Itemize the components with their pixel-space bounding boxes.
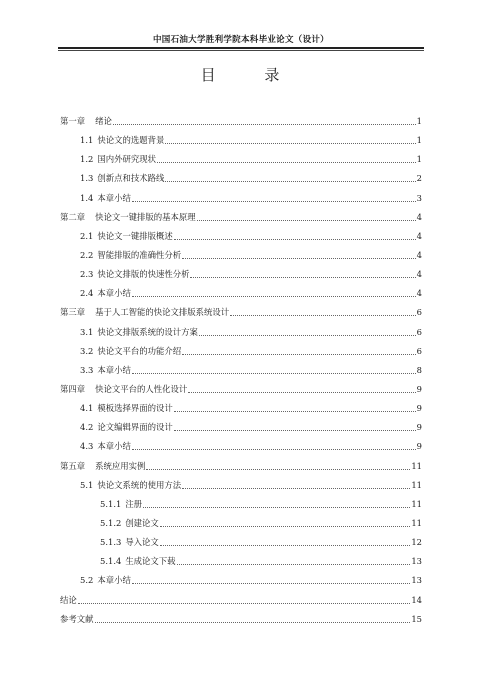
dot-leader: [143, 507, 410, 508]
toc-entry-page: 9: [416, 422, 422, 433]
toc-entry-number: 5.1.3: [100, 537, 122, 548]
dot-leader: [132, 373, 416, 374]
toc-entry-label: 智能排版的准确性分析: [97, 249, 182, 260]
toc-entry-label: 本章小结: [97, 575, 131, 586]
dot-leader: [190, 277, 415, 278]
table-of-contents: [60, 112, 422, 629]
toc-entry-page: 6: [416, 345, 422, 356]
toc-entry[interactable]: [60, 227, 422, 246]
toc-entry-number: 4.1: [80, 403, 94, 414]
toc-entry-number: 5.1.2: [100, 517, 122, 528]
toc-entry[interactable]: [60, 380, 422, 399]
toc-entry-page: 11: [411, 517, 422, 528]
toc-entry-page: 1: [416, 135, 422, 146]
toc-entry-page: 12: [411, 537, 422, 548]
toc-entry-label: 参考文献: [60, 613, 94, 624]
toc-entry-number: 第五章: [60, 460, 86, 471]
toc-entry[interactable]: [60, 552, 422, 571]
toc-entry[interactable]: [60, 591, 422, 610]
toc-entry-label: 快论文平台的功能介绍: [97, 345, 182, 356]
toc-entry-number: 2.3: [80, 269, 94, 280]
toc-entry-page: 4: [416, 230, 422, 241]
toc-entry-label: 快论文的选题背景: [97, 135, 165, 146]
toc-entry-label: 论文编辑界面的设计: [97, 422, 173, 433]
toc-entry[interactable]: [60, 495, 422, 514]
toc-entry-page: 11: [411, 479, 422, 490]
toc-entry-number: 第一章: [60, 116, 86, 126]
toc-entry-page: 1: [416, 154, 422, 165]
toc-entry-number: 1.3: [80, 173, 94, 184]
toc-entry-number: 5.1.4: [100, 556, 122, 567]
running-header: 中国石油大学胜利学院本科毕业论文（设计）: [152, 35, 329, 45]
toc-entry[interactable]: [60, 323, 422, 342]
toc-entry-page: 4: [416, 288, 422, 299]
toc-entry-number: 4.2: [80, 422, 94, 433]
toc-entry[interactable]: [60, 399, 422, 418]
toc-entry-label: 导入论文: [125, 537, 159, 548]
toc-entry[interactable]: [60, 303, 422, 322]
toc-entry[interactable]: [60, 131, 422, 150]
toc-entry[interactable]: [60, 284, 422, 303]
toc-entry-label: 快论文一键排版概述: [97, 230, 173, 241]
toc-entry-page: 13: [411, 575, 422, 586]
toc-entry-label: 结论: [60, 594, 77, 605]
toc-entry[interactable]: [60, 610, 422, 629]
toc-entry[interactable]: [60, 189, 422, 208]
toc-entry-page: 4: [416, 211, 422, 222]
toc-entry-number: 4.3: [80, 441, 94, 452]
toc-entry[interactable]: [60, 533, 422, 552]
dot-leader: [165, 181, 415, 182]
toc-entry-label: 本章小结: [97, 288, 131, 299]
toc-entry[interactable]: [60, 571, 422, 590]
toc-entry-label: 基于人工智能的快论文排版系统设计: [95, 307, 230, 318]
toc-entry[interactable]: [60, 208, 422, 227]
toc-entry-number: 第三章: [60, 307, 86, 318]
toc-entry[interactable]: [60, 265, 422, 284]
dot-leader: [165, 143, 415, 144]
dot-leader: [132, 201, 416, 202]
dot-leader: [197, 220, 416, 221]
toc-entry-page: 6: [416, 326, 422, 337]
toc-entry-label: 快论文排版的快速性分析: [97, 269, 190, 280]
toc-entry-page: 6: [416, 307, 422, 318]
toc-entry[interactable]: [60, 169, 422, 188]
toc-entry-page: 14: [411, 594, 422, 605]
toc-entry-page: 11: [411, 460, 422, 471]
toc-entry-label: 快论文排版系统的设计方案: [97, 326, 198, 337]
toc-entry-label: 创新点和技术路线: [97, 173, 165, 184]
toc-entry-number: 2.4: [80, 288, 94, 299]
toc-entry-number: 5.2: [80, 575, 94, 586]
toc-entry-page: 9: [416, 441, 422, 452]
toc-entry-page: 4: [416, 269, 422, 280]
dot-leader: [132, 449, 416, 450]
toc-entry[interactable]: [60, 246, 422, 265]
toc-entry[interactable]: [60, 476, 422, 495]
toc-entry-number: 第二章: [60, 211, 86, 222]
toc-entry-page: 15: [411, 613, 422, 624]
toc-entry-label: 国内外研究现状: [97, 154, 156, 165]
dot-leader: [78, 603, 411, 604]
dot-leader: [157, 162, 416, 163]
toc-entry-label: 快论文系统的使用方法: [97, 479, 182, 490]
toc-entry-page: 2: [416, 173, 422, 184]
dot-leader: [177, 564, 411, 565]
dot-leader: [174, 239, 416, 240]
dot-leader: [113, 124, 416, 125]
toc-entry-number: 1.2: [80, 154, 94, 165]
toc-entry-label: 创建论文: [125, 517, 159, 528]
toc-entry-number: 2.1: [80, 230, 94, 241]
toc-entry-number: 第四章: [60, 383, 86, 394]
toc-entry-number: 3.2: [80, 345, 94, 356]
dot-leader: [132, 296, 416, 297]
toc-entry-number: 1.4: [80, 192, 94, 203]
toc-entry-page: 1: [416, 116, 422, 126]
dot-leader: [132, 583, 411, 584]
toc-entry-label: 系统应用实例: [95, 460, 146, 471]
dot-leader: [174, 430, 416, 431]
toc-entry-label: 注册: [125, 498, 143, 509]
toc-entry-page: 11: [411, 498, 422, 509]
toc-entry-number: 5.1: [80, 479, 94, 490]
toc-entry[interactable]: [60, 342, 422, 361]
dot-leader: [146, 469, 410, 470]
toc-entry-page: 9: [416, 403, 422, 414]
toc-entry-page: 3: [416, 192, 422, 203]
toc-entry[interactable]: [60, 514, 422, 533]
toc-entry[interactable]: [60, 150, 422, 169]
dot-leader: [95, 622, 411, 623]
toc-entry[interactable]: [60, 112, 422, 131]
header-rule-thin: [58, 50, 424, 51]
toc-entry-number: 3.1: [80, 326, 94, 337]
toc-entry-label: 本章小结: [97, 364, 131, 375]
dot-leader: [188, 392, 415, 393]
toc-entry-label: 快论文平台的人性化设计: [95, 383, 188, 394]
toc-entry-number: 3.3: [80, 364, 94, 375]
dot-leader: [182, 258, 416, 259]
dot-leader: [160, 526, 411, 527]
toc-entry-page: 9: [416, 383, 422, 394]
toc-entry-label: 本章小结: [97, 192, 131, 203]
toc-entry-page: 13: [411, 556, 422, 567]
dot-leader: [182, 354, 416, 355]
dot-leader: [182, 488, 410, 489]
toc-entry-page: 8: [416, 364, 422, 375]
dot-leader: [160, 545, 411, 546]
toc-entry-label: 模板选择界面的设计: [97, 403, 173, 414]
header-rule-thick: [58, 47, 424, 49]
toc-entry[interactable]: [60, 418, 422, 437]
toc-entry-label: 生成论文下载: [125, 556, 176, 567]
dot-leader: [199, 335, 416, 336]
toc-entry-label: 本章小结: [97, 441, 131, 452]
dot-leader: [174, 411, 416, 412]
toc-entry[interactable]: [60, 437, 422, 456]
toc-entry[interactable]: [60, 361, 422, 380]
toc-entry-number: 2.2: [80, 249, 94, 260]
toc-entry-label: 绪论: [95, 116, 112, 126]
toc-entry-label: 快论文一键排版的基本原理: [95, 211, 196, 222]
toc-entry-number: 5.1.1: [100, 498, 122, 509]
toc-entry-number: 1.1: [80, 135, 94, 146]
toc-entry-page: 4: [416, 249, 422, 260]
dot-leader: [230, 315, 416, 316]
toc-title: 目 录: [200, 66, 302, 84]
toc-entry[interactable]: [60, 457, 422, 476]
